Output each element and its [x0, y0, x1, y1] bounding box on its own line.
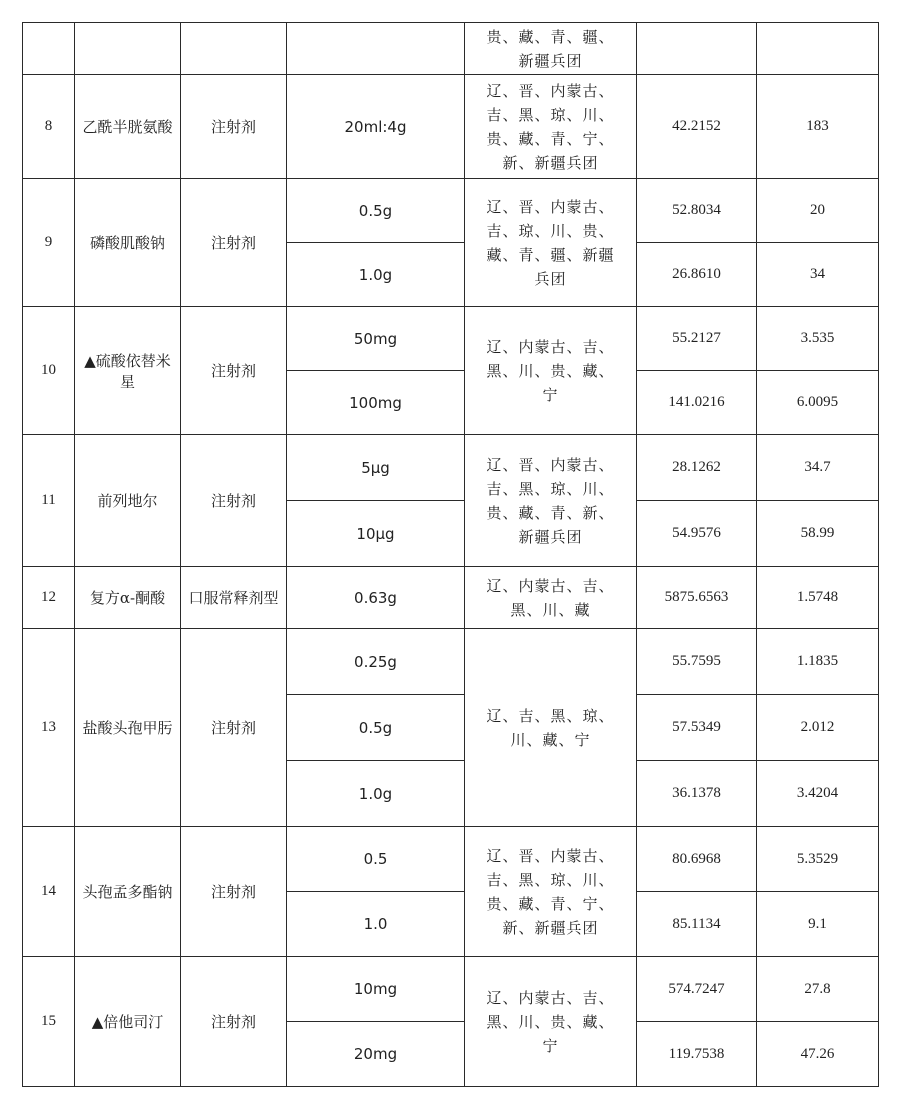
price-value: 28.1262	[637, 435, 757, 501]
province-line: 辽、吉、黑、琼、	[486, 706, 615, 725]
dosage-form: 口服常释剂型	[181, 567, 287, 629]
table-row	[23, 307, 879, 371]
table-row	[23, 827, 879, 892]
row-number: 13	[23, 629, 75, 827]
price-value: 42.2152	[637, 75, 757, 179]
quantity-value: 5.3529	[757, 827, 879, 892]
table-row	[23, 629, 879, 695]
specification: 5μg	[287, 435, 465, 501]
drug-name: 头孢孟多酯钠	[75, 827, 181, 957]
price-value: 80.6968	[637, 827, 757, 892]
drug-name: 盐酸头孢甲肟	[75, 629, 181, 827]
province-line: 新、新疆兵团	[502, 918, 599, 937]
province-line: 新疆兵团	[518, 527, 583, 546]
specification: 100mg	[287, 371, 465, 435]
price-value: 57.5349	[637, 695, 757, 761]
specification: 10mg	[287, 957, 465, 1022]
quantity-value: 3.4204	[757, 761, 879, 827]
specification	[287, 23, 465, 75]
province-line: 辽、内蒙古、吉、	[486, 988, 615, 1007]
province-list	[465, 75, 637, 179]
province-list	[465, 567, 637, 629]
specification: 1.0	[287, 892, 465, 957]
table-row	[23, 957, 879, 1022]
drug-name: 乙酰半胱氨酸	[75, 75, 181, 179]
province-line: 吉、黑、琼、川、	[486, 479, 615, 498]
quantity-value: 34.7	[757, 435, 879, 501]
province-list	[465, 179, 637, 307]
price-value: 574.7247	[637, 957, 757, 1022]
province-line: 黑、川、藏	[510, 600, 591, 619]
quantity-value	[757, 23, 879, 75]
price-value: 36.1378	[637, 761, 757, 827]
specification: 0.5g	[287, 695, 465, 761]
price-value: 52.8034	[637, 179, 757, 243]
specification: 10μg	[287, 501, 465, 567]
specification: 0.25g	[287, 629, 465, 695]
quantity-value: 9.1	[757, 892, 879, 957]
row-number: 12	[23, 567, 75, 629]
specification: 0.5g	[287, 179, 465, 243]
province-line: 新、新疆兵团	[502, 153, 599, 172]
province-list	[465, 629, 637, 827]
dosage-form	[181, 23, 287, 75]
dosage-form: 注射剂	[181, 179, 287, 307]
province-line: 辽、内蒙古、吉、	[486, 576, 615, 595]
province-line: 黑、川、贵、藏、	[486, 1012, 615, 1031]
quantity-value: 6.0095	[757, 371, 879, 435]
specification: 0.63g	[287, 567, 465, 629]
dosage-form: 注射剂	[181, 827, 287, 957]
dosage-form: 注射剂	[181, 435, 287, 567]
quantity-value: 1.1835	[757, 629, 879, 695]
dosage-form: 注射剂	[181, 307, 287, 435]
province-list	[465, 435, 637, 567]
quantity-value: 183	[757, 75, 879, 179]
drug-name	[75, 23, 181, 75]
table-row	[23, 75, 879, 179]
specification: 20ml:4g	[287, 75, 465, 179]
row-number: 10	[23, 307, 75, 435]
drug-name: 磷酸肌酸钠	[75, 179, 181, 307]
dosage-form: 注射剂	[181, 75, 287, 179]
quantity-value: 1.5748	[757, 567, 879, 629]
province-line: 贵、藏、青、疆、	[486, 27, 615, 46]
row-number: 9	[23, 179, 75, 307]
drug-name: ▲硫酸依替米星	[75, 307, 181, 435]
province-line: 辽、晋、内蒙古、	[486, 197, 615, 216]
quantity-value: 3.535	[757, 307, 879, 371]
province-line: 辽、晋、内蒙古、	[486, 455, 615, 474]
table-row	[23, 567, 879, 629]
specification: 1.0g	[287, 243, 465, 307]
quantity-value: 27.8	[757, 957, 879, 1022]
quantity-value: 20	[757, 179, 879, 243]
dosage-form: 注射剂	[181, 629, 287, 827]
province-line: 川、藏、宁	[510, 730, 591, 749]
province-line: 兵团	[534, 269, 567, 288]
province-list	[465, 23, 637, 75]
price-value	[637, 23, 757, 75]
row-number	[23, 23, 75, 75]
province-line: 黑、川、贵、藏、	[486, 361, 615, 380]
drug-table	[22, 22, 879, 1087]
province-line: 贵、藏、青、新、	[486, 503, 615, 522]
quantity-value: 47.26	[757, 1022, 879, 1087]
quantity-value: 58.99	[757, 501, 879, 567]
row-number: 8	[23, 75, 75, 179]
province-line: 宁	[542, 1036, 559, 1055]
province-line: 吉、琼、川、贵、	[486, 221, 615, 240]
province-line: 吉、黑、琼、川、	[486, 870, 615, 889]
province-line: 吉、黑、琼、川、	[486, 105, 615, 124]
specification: 20mg	[287, 1022, 465, 1087]
price-value: 55.7595	[637, 629, 757, 695]
price-value: 141.0216	[637, 371, 757, 435]
province-line: 辽、内蒙古、吉、	[486, 337, 615, 356]
price-value: 119.7538	[637, 1022, 757, 1087]
province-line: 贵、藏、青、宁、	[486, 894, 615, 913]
specification: 1.0g	[287, 761, 465, 827]
province-line: 贵、藏、青、宁、	[486, 129, 615, 148]
drug-name: ▲倍他司汀	[75, 957, 181, 1087]
province-line: 藏、青、疆、新疆	[486, 245, 615, 264]
province-list	[465, 307, 637, 435]
province-list	[465, 827, 637, 957]
row-number: 11	[23, 435, 75, 567]
price-value: 85.1134	[637, 892, 757, 957]
row-number: 15	[23, 957, 75, 1087]
province-line: 新疆兵团	[518, 51, 583, 70]
province-line: 宁	[542, 385, 559, 404]
table-row	[23, 23, 879, 75]
province-line: 辽、晋、内蒙古、	[486, 81, 615, 100]
price-value: 55.2127	[637, 307, 757, 371]
drug-name: 前列地尔	[75, 435, 181, 567]
table-row	[23, 179, 879, 243]
price-value: 54.9576	[637, 501, 757, 567]
quantity-value: 2.012	[757, 695, 879, 761]
drug-name: 复方α-酮酸	[75, 567, 181, 629]
province-list	[465, 957, 637, 1087]
specification: 0.5	[287, 827, 465, 892]
table-row	[23, 435, 879, 501]
dosage-form: 注射剂	[181, 957, 287, 1087]
province-line: 辽、晋、内蒙古、	[486, 846, 615, 865]
row-number: 14	[23, 827, 75, 957]
specification: 50mg	[287, 307, 465, 371]
quantity-value: 34	[757, 243, 879, 307]
drug-list-document	[22, 22, 878, 1092]
price-value: 5875.6563	[637, 567, 757, 629]
price-value: 26.8610	[637, 243, 757, 307]
